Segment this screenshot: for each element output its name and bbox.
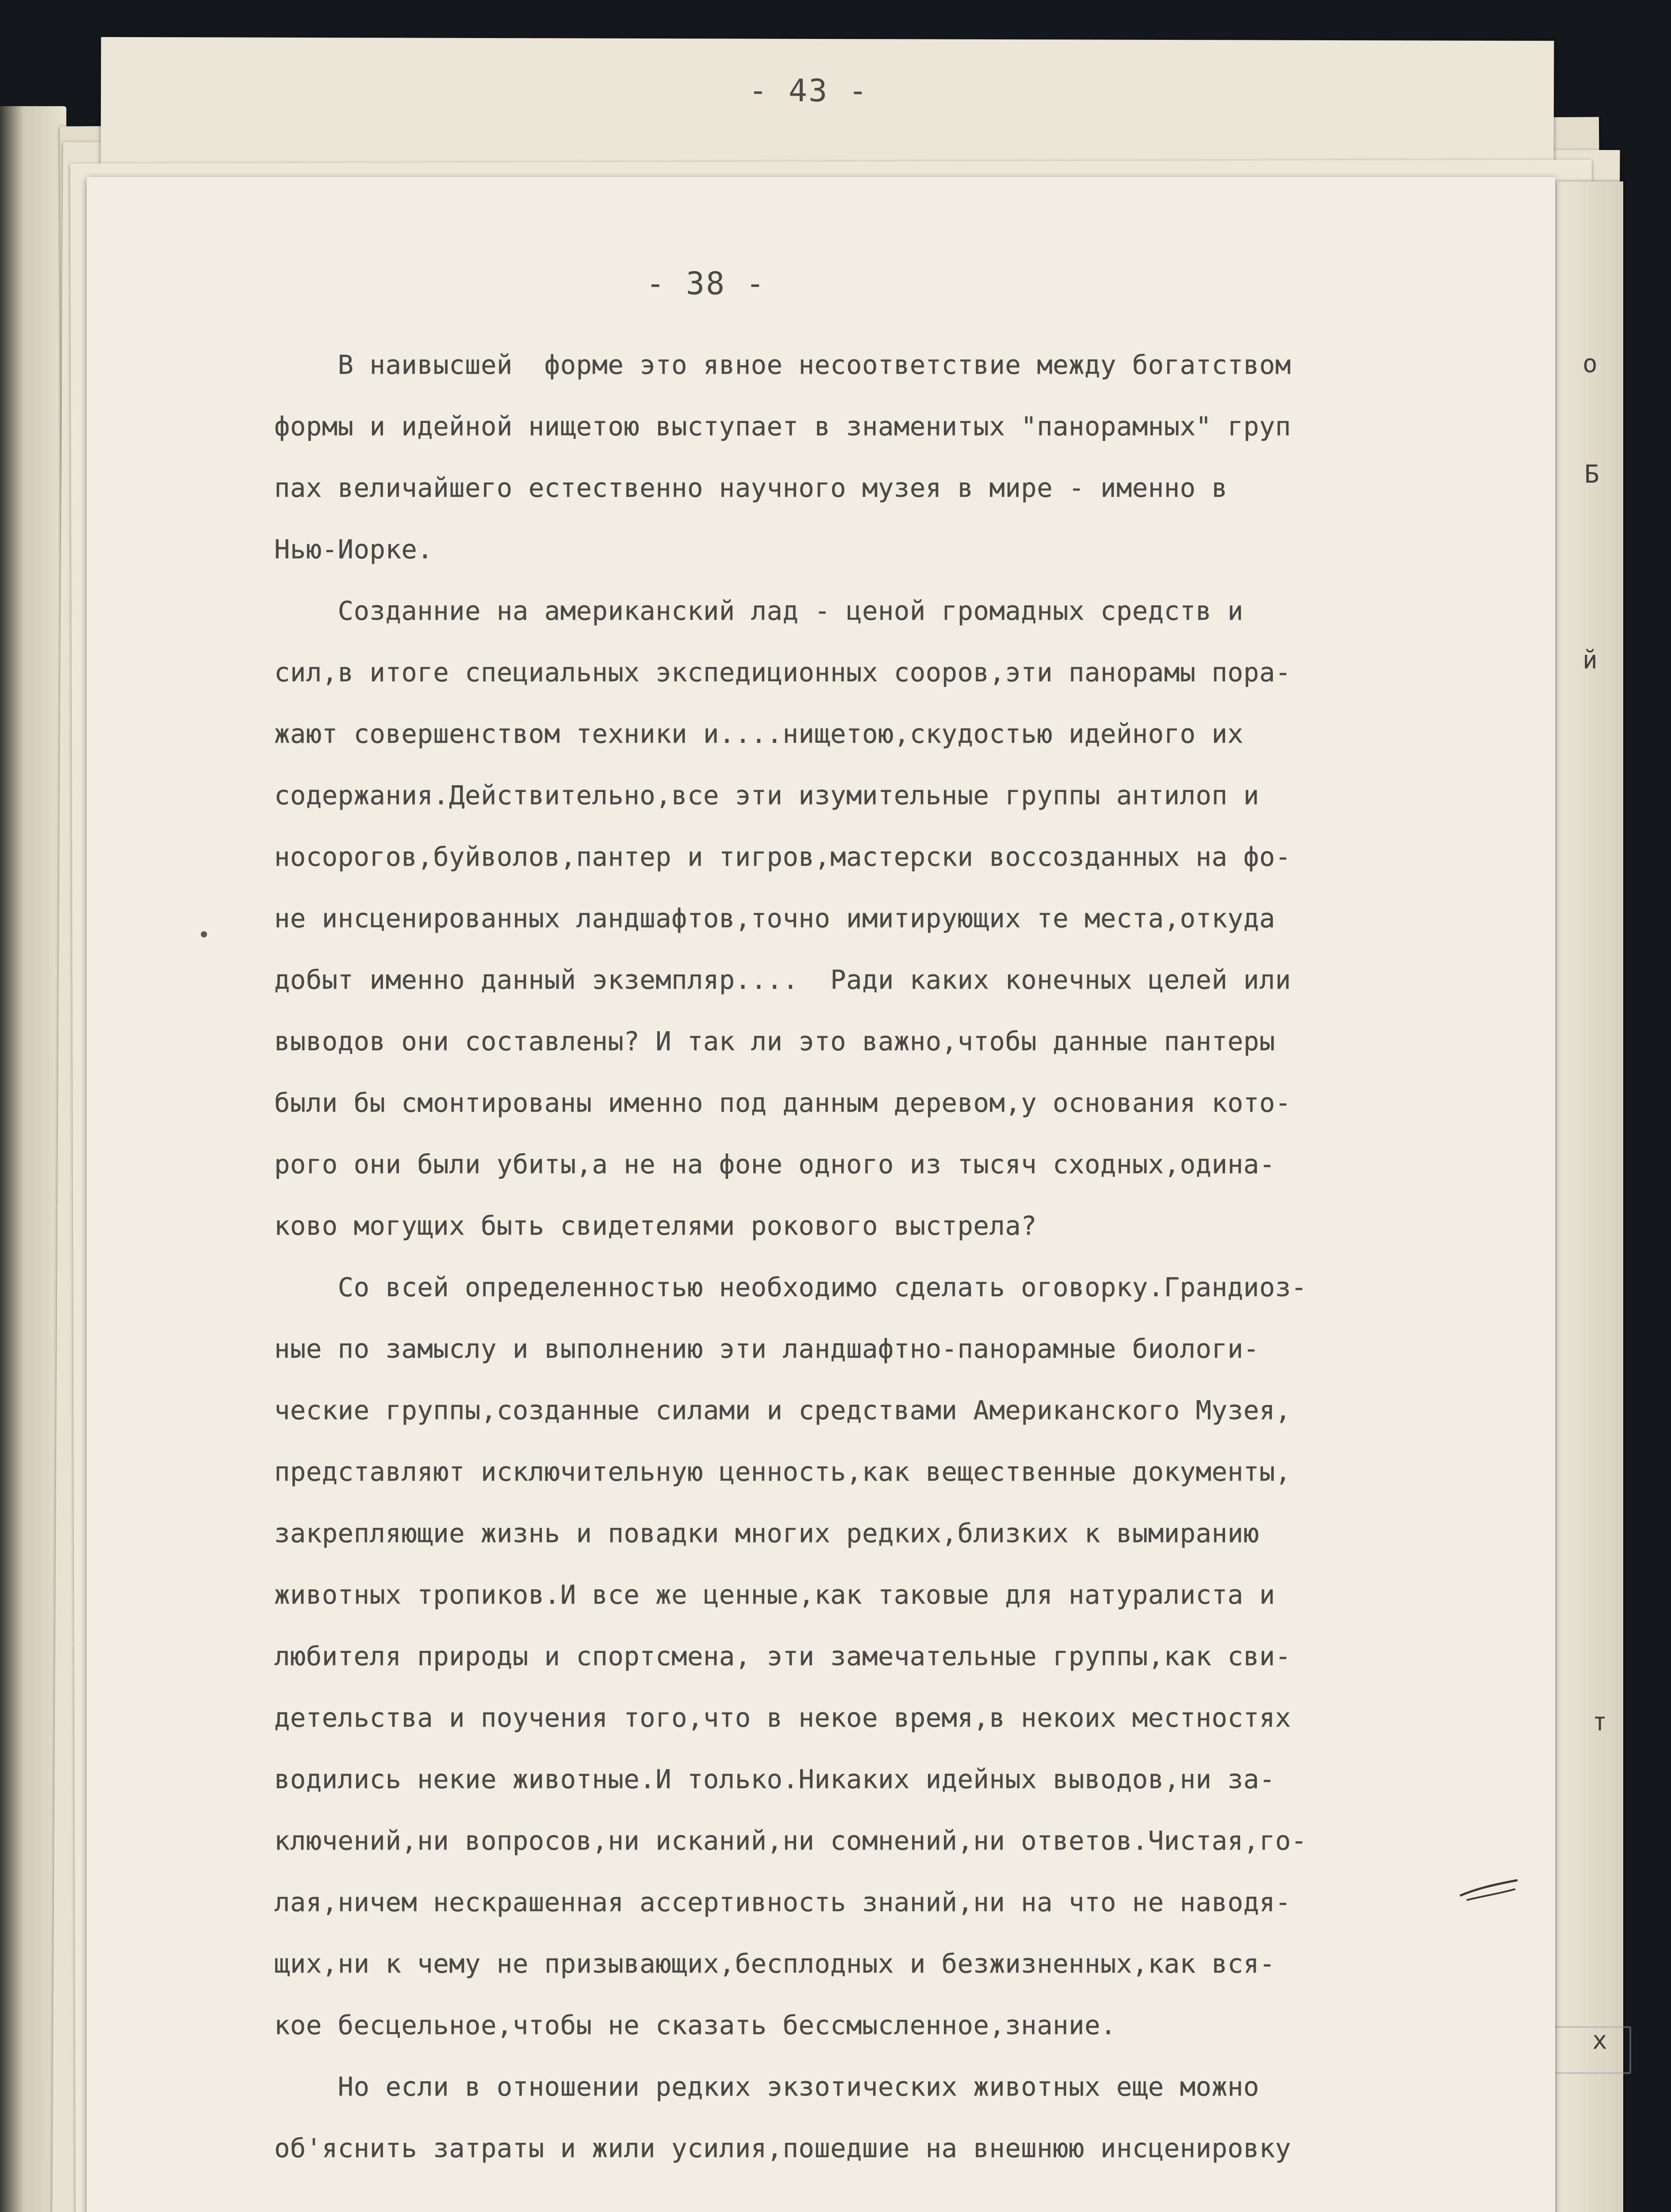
- text-line: животных тропиков.И все же ценные,как таковые для натуралиста и: [274, 1579, 1276, 1610]
- text-line: ключений,ни вопросов,ни исканий,ни сомнений,ни ответов.Чистая,го-: [274, 1825, 1307, 1856]
- text-line: формы и идейной нищетою выступает в знаменитых "панорамных" груп: [274, 411, 1291, 442]
- text-line: содержания.Действительно,все эти изумительные группы антилоп и: [274, 780, 1260, 810]
- text-line: кое бесцельное,чтобы не сказать бессмысленное,знание.: [274, 2010, 1116, 2040]
- text-line: лая,ничем нескрашенная ассертивность знаний,ни на что не наводя-: [274, 1887, 1291, 1917]
- margin-mark: Б: [1584, 460, 1599, 489]
- text-line: рого они были убиты,а не на фоне одного из тысяч сходных,одина-: [274, 1149, 1276, 1179]
- text-line: пах величайшего естественно научного музея в мире - именно в: [274, 472, 1228, 503]
- back-page-number: - 43 -: [748, 72, 869, 109]
- ink-dot: [201, 931, 207, 937]
- text-line: были бы смонтированы именно под данным деревом,у основания кото-: [274, 1087, 1291, 1118]
- text-line: выводов они составлены? И так ли это важно,чтобы данные пантеры: [274, 1026, 1276, 1056]
- text-line: ческие группы,созданные силами и средствами Американского Музея,: [274, 1395, 1291, 1425]
- text-line: Созданние на американский лад - ценой громадных средств и: [274, 595, 1244, 626]
- text-line: закрепляющие жизнь и повадки многих редких,близких к вымиранию: [274, 1518, 1260, 1548]
- text-line: щих,ни к чему не призывающих,бесплодных и безжизненных,как вся-: [274, 1948, 1276, 1979]
- text-line: детельства и поучения того,что в некое время,в некоих местностях: [274, 1702, 1291, 1733]
- text-line: Со всей определенностью необходимо сделать оговорку.Грандиоз-: [274, 1272, 1307, 1302]
- text-line: Нью-Иорке.: [274, 534, 433, 565]
- main-typewritten-page: [87, 177, 1555, 2212]
- margin-mark: й: [1583, 646, 1598, 675]
- text-line: водились некие животные.И только.Никаких идейных выводов,ни за-: [274, 1764, 1276, 1794]
- text-line: не инсценированных ландшафтов,точно имитирующих те места,откуда: [274, 903, 1276, 933]
- text-line: жают совершенством техники и....нищетою,скудостью идейного их: [274, 718, 1244, 749]
- margin-mark: о: [1583, 349, 1598, 378]
- text-line: В наивысшей форме это явное несоответствие между богатством: [274, 349, 1291, 380]
- text-line: сил,в итоге специальных экспедиционных сооров,эти панорамы пора-: [274, 657, 1291, 687]
- text-line: об'яснить затраты и жили усилия,пошедшие на внешнюю инсценировку: [274, 2133, 1291, 2163]
- text-line: добыт именно данный экземпляр.... Ради каких конечных целей или: [274, 964, 1291, 995]
- text-line: ные по замыслу и выполнению эти ландшафтно-панорамные биологи-: [274, 1333, 1260, 1364]
- text-line: любителя природы и спортсмена, эти замечательные группы,как сви-: [274, 1641, 1291, 1671]
- pen-correction-mark: [1458, 1876, 1520, 1902]
- text-line: ково могущих быть свидетелями рокового выстрела?: [274, 1210, 1037, 1241]
- margin-mark: т: [1592, 1708, 1607, 1736]
- page-number: - 38 -: [646, 265, 766, 302]
- text-line: носорогов,буйволов,пантер и тигров,мастерски воссозданных на фо-: [274, 841, 1291, 872]
- margin-mark: х: [1592, 2026, 1607, 2055]
- text-line: Но если в отношении редких экзотических животных еще можно: [274, 2071, 1260, 2102]
- right-sheet-edge: [1557, 181, 1623, 2212]
- text-line: представляют исключительную ценность,как вещественные документы,: [274, 1456, 1291, 1487]
